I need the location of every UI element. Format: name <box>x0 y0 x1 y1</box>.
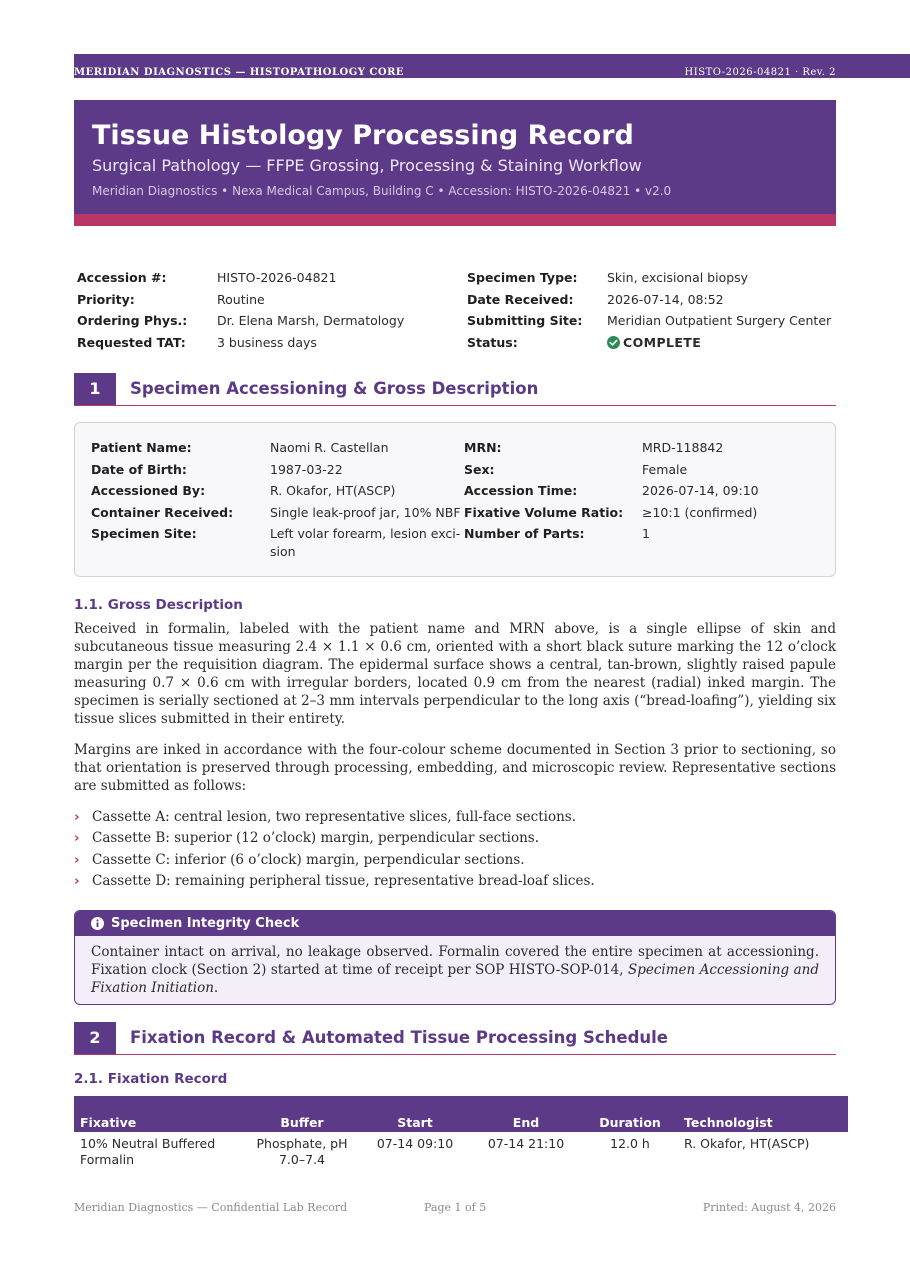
footer-right: Printed: August 4, 2026 <box>702 1201 836 1214</box>
cassette-text: Cassette D: remaining peripheral tissue, representative bread-loaf slices. <box>92 873 595 889</box>
chevron-right-icon: › <box>74 809 80 825</box>
container-value: Single leak-proof jar, 10% NBF <box>270 504 461 520</box>
document-meta: Meridian Diagnostics • Nexa Medical Campus, Building C • Accession: HISTO-2026-04821 • v2.0 <box>92 184 672 198</box>
list-item <box>74 872 595 890</box>
column-header: Buffer <box>244 1096 360 1132</box>
column-header: Start <box>360 1096 470 1132</box>
end-cell: 07-14 21:10 <box>487 1136 565 1151</box>
accessioned-by-value: R. Okafor, HT(ASCP) <box>270 483 396 498</box>
patient-labels-left <box>91 437 233 545</box>
table-row <box>74 1132 848 1168</box>
requested-tat-value: 3 business days <box>217 334 317 350</box>
duration-cell: 12.0 h <box>610 1136 650 1151</box>
fixative-ratio-value: ≥10:1 (confirmed) <box>642 504 758 520</box>
title-banner <box>74 100 836 214</box>
list-item <box>74 829 539 847</box>
sex-value: Female <box>642 461 688 477</box>
cassette-text: Cassette B: superior (12 o’clock) margin, perpendicular sections. <box>92 830 540 846</box>
table-header-row <box>74 1096 848 1132</box>
running-header-left: MERIDIAN DIAGNOSTICS — HISTOPATHOLOGY CORE <box>74 67 405 78</box>
check-circle-icon <box>607 336 620 349</box>
patient-values-left <box>270 437 461 559</box>
status-value: COMPLETE <box>623 334 702 350</box>
chevron-right-icon: › <box>74 852 80 868</box>
page-number: Page 1 of 5 <box>424 1201 487 1214</box>
summary-values-left <box>217 267 404 353</box>
gross-paragraph-1: Received in formalin, labeled with the patient name and MRN above, is a single ellipse of skin and subcutaneous tissue measuring 2.4 × 1.1 × 0.6 cm, oriented with a short black suture marking the 12 o’clock margin per the requisition diagram. The epidermal surface shows a central, tan-brown, slightly raised papule measuring 0.7 × 0.6 cm with irregular borders, located 0.9 cm from the nearest (radial) inked margin. The specimen is serially sectioned at 2–3 mm intervals perpendicular to the long axis (“bread-loafing”), yielding six tissue slices submitted in their entirety. <box>74 621 836 727</box>
status-badge <box>607 332 831 354</box>
summary-labels-right <box>467 267 582 353</box>
buffer-cell <box>244 1132 360 1168</box>
summary-label: Status: <box>467 334 518 350</box>
mrn-value: MRD-118842 <box>642 440 724 455</box>
running-header <box>74 54 910 78</box>
callout-body-end: . <box>213 980 219 996</box>
specimen-site-value: Left volar forearm, lesion exci- <box>270 526 461 541</box>
specimen-type-value: Skin, excisional biopsy <box>607 270 749 285</box>
ordering-physician-value: Dr. Elena Marsh, Dermatology <box>217 313 405 329</box>
accession-value: HISTO-2026-04821 <box>217 270 337 285</box>
summary-label: Specimen Type: <box>467 270 578 285</box>
sop-title: Specimen Accessioning and Fixation Initiation <box>91 962 819 996</box>
section-1-heading <box>74 373 836 406</box>
running-header-right: HISTO-2026-04821 · Rev. 2 <box>684 67 836 78</box>
document-title: Tissue Histology Processing Record <box>92 120 634 151</box>
column-header: Duration <box>582 1096 678 1132</box>
callout-title: Specimen Integrity Check <box>111 916 300 931</box>
buffer-line: 7.0–7.4 <box>278 1152 325 1167</box>
patient-label: Number of Parts: <box>464 526 585 541</box>
cassette-text: Cassette C: inferior (6 o’clock) margin, perpendicular sections. <box>92 852 525 868</box>
patient-label: Accessioned By: <box>91 483 206 498</box>
summary-label: Ordering Phys.: <box>77 313 188 329</box>
priority-value: Routine <box>217 291 265 307</box>
gross-paragraph-2: Margins are inked in accordance with the four-colour scheme documented in Section 3 prior to sectioning, so that orientation is preserved through processing, embedding, and microscopic review. Representative sections are submitted as follows: <box>74 742 836 794</box>
list-item <box>74 808 576 826</box>
patient-name-value: Naomi R. Castellan <box>270 440 389 455</box>
patient-label: Sex: <box>464 461 495 477</box>
start-cell: 07-14 09:10 <box>376 1136 454 1151</box>
list-item <box>74 851 525 869</box>
patient-values-right <box>642 437 759 545</box>
technologist-cell: R. Okafor, HT(ASCP) <box>684 1136 810 1151</box>
column-header: End <box>470 1096 582 1132</box>
chevron-right-icon: › <box>74 830 80 846</box>
dob-value: 1987-03-22 <box>270 461 343 477</box>
section-2-heading <box>74 1022 836 1055</box>
patient-label: MRN: <box>464 440 502 455</box>
number-of-parts-value: 1 <box>642 526 650 541</box>
date-received-value: 2026-07-14, 08:52 <box>607 291 724 307</box>
column-header: Technologist <box>678 1096 848 1132</box>
document-subtitle: Surgical Pathology — FFPE Grossing, Processing & Staining Workflow <box>92 156 642 175</box>
fixation-record-heading: 2.1. Fixation Record <box>74 1071 228 1087</box>
fixative-line: Formalin <box>80 1152 135 1167</box>
patient-labels-right <box>464 437 623 545</box>
chevron-right-icon: › <box>74 873 80 889</box>
title-accent-bar <box>74 214 836 226</box>
callout-body <box>91 943 819 997</box>
cassette-text: Cassette A: central lesion, two representative slices, full-face sections. <box>92 809 577 825</box>
fixative-cell <box>74 1132 244 1168</box>
section-number: 1 <box>74 373 116 405</box>
fixation-table <box>74 1096 848 1168</box>
callout-body-text: Container intact on arrival, no leakage observed. Formalin covered the entire specimen at accessioning. Fixation clock (Section 2) started at time of receipt per SOP HISTO-SOP-014, <box>91 944 819 978</box>
column-header: Fixative <box>74 1096 244 1132</box>
info-circle-icon <box>91 917 104 930</box>
submitting-site-value: Meridian Outpatient Surgery Center <box>607 313 832 329</box>
buffer-line: Phosphate, pH <box>256 1136 348 1151</box>
patient-label: Patient Name: <box>91 440 192 455</box>
summary-label: Accession #: <box>77 270 167 285</box>
patient-label: Container Received: <box>91 504 234 520</box>
patient-label: Date of Birth: <box>91 461 187 477</box>
summary-labels-left <box>77 267 187 353</box>
patient-label: Fixative Volume Ratio: <box>464 504 624 520</box>
specimen-site-value-cont: sion <box>270 543 296 559</box>
patient-label: Specimen Site: <box>91 526 197 541</box>
section-title: Fixation Record & Automated Tissue Processing Schedule <box>130 1028 668 1047</box>
specimen-integrity-callout <box>74 910 836 1005</box>
summary-label: Requested TAT: <box>77 334 186 350</box>
callout-header <box>75 911 835 936</box>
summary-values-right <box>607 267 831 353</box>
section-title: Specimen Accessioning & Gross Description <box>130 379 539 398</box>
patient-label: Accession Time: <box>464 483 578 498</box>
footer-left: Meridian Diagnostics — Confidential Lab Record <box>74 1201 348 1214</box>
fixative-line: 10% Neutral Buffered <box>80 1136 216 1151</box>
summary-label: Submitting Site: <box>467 313 583 329</box>
accession-time-value: 2026-07-14, 09:10 <box>642 483 759 498</box>
summary-label: Date Received: <box>467 291 574 307</box>
summary-label: Priority: <box>77 291 135 307</box>
gross-description-heading: 1.1. Gross Description <box>74 597 243 613</box>
section-number: 2 <box>74 1022 116 1054</box>
